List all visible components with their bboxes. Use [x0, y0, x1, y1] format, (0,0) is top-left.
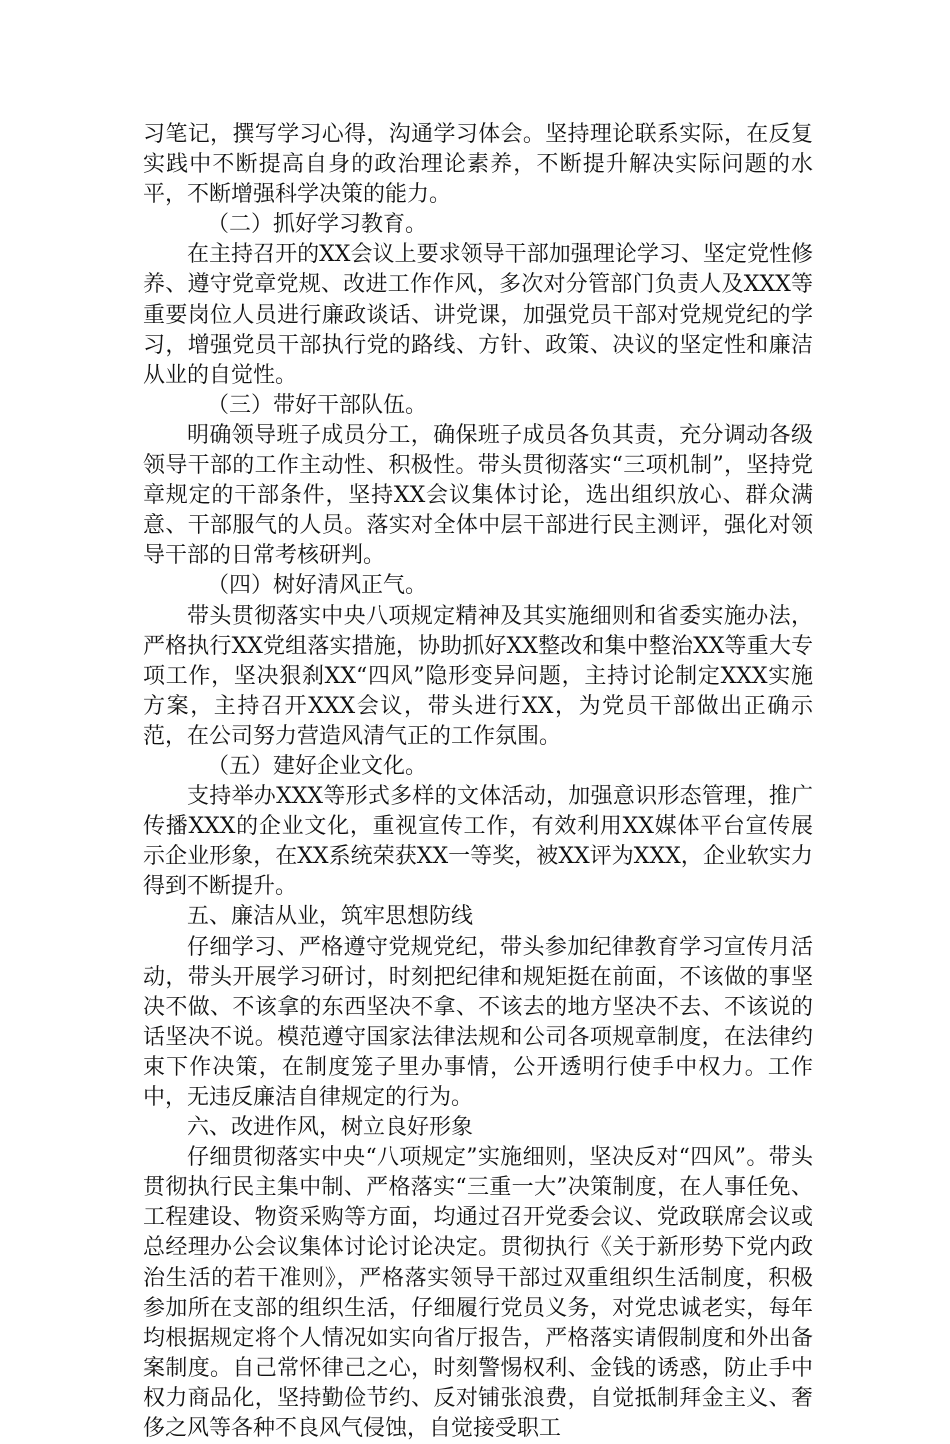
- paragraph-continued: 习笔记，撰写学习心得，沟通学习体会。坚持理论联系实际，在反复实践中不断提高自身的政治理论素养，不断提升解决实际问题的水平，不断增强科学决策的能力。: [143, 122, 813, 208]
- paragraph-clean-atmosphere: 带头贯彻落实中央八项规定精神及其实施细则和省委实施办法，严格执行XX党组落实措施，协助抓好XX整改和集中整治XX等重大专项工作，坚决狠刹XX“四风”隐形变异问题，主持讨论制定XXX实施方案，主持召开XXX会议，带头进行XX，为党员干部做出正确示范，在公司努力营造风清气正的工作氛围。: [143, 603, 813, 749]
- subheading-clean-atmosphere: （四）树好清风正气。: [207, 573, 428, 599]
- section-heading-integrity: 五、廉洁从业，筑牢思想防线: [187, 904, 474, 930]
- paragraph-integrity: 仔细学习、严格遵守党规党纪，带头参加纪律教育学习宣传月活动，带头开展学习研讨，时刻把纪律和规矩挺在前面，不该做的事坚决不做、不该拿的东西坚决不拿、不该去的地方坚决不去、不该说的话坚决不说。模范遵守国家法律法规和公司各项规章制度，在法律约束下作决策，在制度笼子里办事情，公开透明行使手中权力。工作中，无违反廉洁自律规定的行为。: [143, 934, 813, 1110]
- paragraph-corporate-culture: 支持举办XXX等形式多样的文体活动，加强意识形态管理，推广传播XXX的企业文化，重视宣传工作，有效利用XX媒体平台宣传展示企业形象，在XX系统荣获XX一等奖，被XX评为XXX，企业软实力得到不断提升。: [143, 784, 813, 900]
- subheading-study-education: （二）抓好学习教育。: [207, 212, 428, 238]
- document-body: [143, 120, 813, 1444]
- section-heading-work-style: 六、改进作风，树立良好形象: [187, 1115, 474, 1141]
- subheading-corporate-culture: （五）建好企业文化。: [207, 753, 428, 779]
- paragraph-cadre-team: 明确领导班子成员分工，确保班子成员各负其责，充分调动各级领导干部的工作主动性、积极性。带头贯彻落实“三项机制”，坚持党章规定的干部条件，坚持XX会议集体讨论，选出组织放心、群众满意、干部服气的人员。落实对全体中层干部进行民主测评，强化对领导干部的日常考核研判。: [143, 422, 813, 569]
- paragraph-study-education: 在主持召开的XX会议上要求领导干部加强理论学习、坚定党性修养、遵守党章党规、改进工作作风，多次对分管部门负责人及XXX等重要岗位人员进行廉政谈话、讲党课，加强党员干部对党规党纪的学习，增强党员干部执行党的路线、方针、政策、决议的坚定性和廉洁从业的自觉性。: [143, 242, 813, 388]
- subheading-cadre-team: （三）带好干部队伍。: [207, 392, 428, 418]
- paragraph-work-style: 仔细贯彻落实中央“八项规定”实施细则，坚决反对“四风”。带头贯彻执行民主集中制、严格落实“三重一大”决策制度，在人事任免、工程建设、物资采购等方面，均通过召开党委会议、党政联席会议或总经理办公会议集体讨论讨论决定。贯彻执行《关于新形势下党内政治生活的若干准则》，严格落实领导干部过双重组织生活制度，积极参加所在支部的组织生活，仔细履行党员义务，对党忠诚老实，每年均根据规定将个人情况如实向省厅报告，严格落实请假制度和外出备案制度。自己常怀律己之心，时刻警惕权利、金钱的诱惑，防止手中权力商品化，坚持勤俭节约、反对铺张浪费，自觉抵制拜金主义、奢侈之风等各种不良风气侵蚀，自觉接受职工: [143, 1145, 813, 1442]
